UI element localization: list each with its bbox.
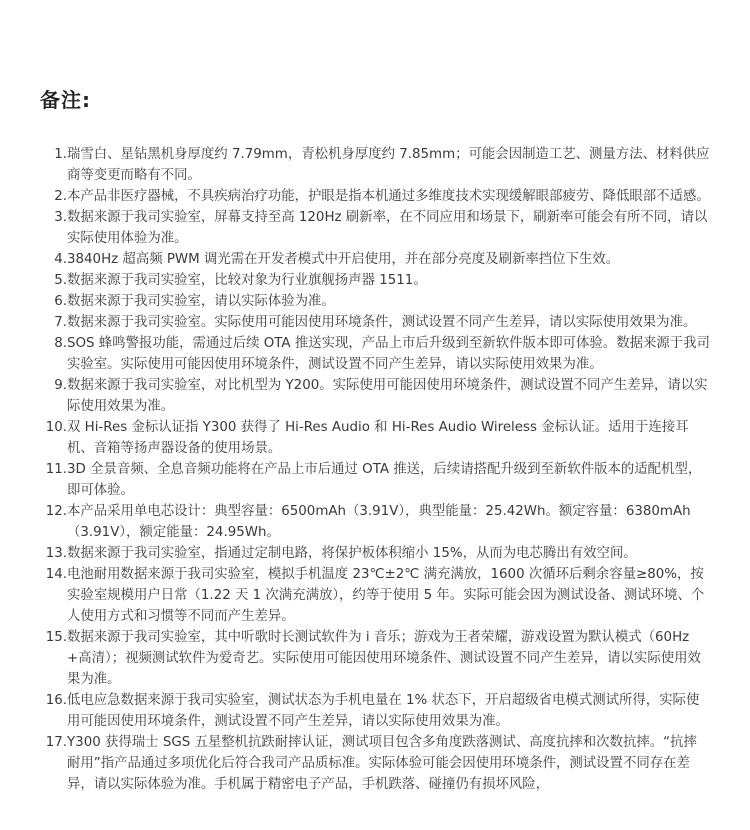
note-item [40,417,710,459]
note-number: 17. [45,735,67,750]
note-item [40,690,710,732]
note-number: 13. [45,546,67,561]
note-text: 数据来源于我司实验室，请以实际体验为准。 [67,294,335,309]
note-item [40,564,710,627]
note-text: 数据来源于我司实验室，对比机型为 Y200。实际使用可能因使用环境条件，测试设置不同产生差异，请以实际使用效果为准。 [67,378,708,414]
note-text: 双 Hi-Res 金标认证指 Y300 获得了 Hi-Res Audio 和 Hi-Res Audio Wireless 金标认证。适用于连接耳机、音箱等扬声器设备的使用场景。 [67,420,689,456]
note-text: 数据来源于我司实验室，指通过定制电路，将保护板体积缩小 15%，从而为电芯腾出有效空间。 [67,546,637,561]
note-text: 本产品采用单电芯设计：典型容量：6500mAh（3.91V），典型能量：25.42Wh。额定容量：6380mAh（3.91V），额定能量：24.95Wh。 [67,504,691,540]
note-number: 14. [45,567,67,582]
note-text: 数据来源于我司实验室，比较对象为行业旗舰扬声器 1511。 [67,273,427,288]
note-item [40,186,710,207]
note-text: 本产品非医疗器械，不具疾病治疗功能，护眼是指本机通过多维度技术实现缓解眼部疲劳、降低眼部不适感。 [67,189,710,204]
note-text: 数据来源于我司实验室。实际使用可能因使用环境条件，测试设置不同产生差异，请以实际使用效果为准。 [67,315,697,330]
note-number: 12. [45,504,67,519]
note-number: 11. [45,462,67,477]
page-title: 备注: [40,88,91,112]
note-text: 数据来源于我司实验室，其中听歌时长测试软件为 i 音乐；游戏为王者荣耀，游戏设置为默认模式（60Hz+高清）；视频测试软件为爱奇艺。实际使用可能因使用环境条件、测试设置不同产生差异，请以实际使用效果为准。 [67,630,701,687]
note-item [40,312,710,333]
note-number: 7. [54,315,67,330]
note-item [40,270,710,291]
note-number: 16. [45,693,67,708]
note-item [40,501,710,543]
note-number: 3. [54,210,67,225]
note-item [40,543,710,564]
note-item [40,144,710,186]
note-item [40,732,710,795]
note-number: 10. [45,420,67,435]
note-text: 3840Hz 超高频 PWM 调光需在开发者模式中开启使用，并在部分亮度及刷新率挡位下生效。 [67,252,620,267]
note-text: 低电应急数据来源于我司实验室，测试状态为手机电量在 1% 状态下，开启超级省电模式测试所得，实际使用可能因使用环境条件，测试设置不同产生差异，请以实际使用效果为准。 [67,693,700,729]
note-text: 3D 全景音频、全息音频功能将在产品上市后通过 OTA 推送，后续请搭配升级到至新软件版本的适配机型，即可体验。 [67,462,702,498]
note-item [40,249,710,270]
note-number: 1. [54,147,67,162]
note-number: 15. [45,630,67,645]
note-item [40,333,710,375]
note-number: 4. [54,252,67,267]
note-text: Y300 获得瑞士 SGS 五星整机抗跌耐摔认证，测试项目包含多角度跌落测试、高度抗摔和次数抗摔。“抗摔耐用”指产品通过多项优化后符合我司产品质标准。实际体验可能会因使用环境条件，测试设置不同存在差异，请以实际体验为准。手机属于精密电子产品，手机跌落、碰撞仍有损坏风险， [67,735,697,792]
note-item [40,207,710,249]
note-text: SOS 蜂鸣警报功能，需通过后续 OTA 推送实现，产品上市后升级到至新软件版本即可体验。数据来源于我司实验室。实际使用可能因使用环境条件，测试设置不同产生差异，请以实际使用效果为准。 [67,336,710,372]
note-item [40,291,710,312]
note-text: 电池耐用数据来源于我司实验室，模拟手机温度 23℃±2℃ 满充满放，1600 次循环后剩余容量≥80%，按实验室规模用户日常（1.22 天 1 次满充满放），约等于使用 5 年。实际可能会因为测试设备、测试环境、个人使用方式和习惯等不同而产生差异。 [67,567,705,624]
note-text: 瑞雪白、星钻黑机身厚度约 7.79mm，青松机身厚度约 7.85mm；可能会因制造工艺、测量方法、材料供应商等变更而略有不同。 [67,147,710,183]
note-number: 8. [54,336,67,351]
note-number: 2. [54,189,67,204]
note-item [40,627,710,690]
notes-list [40,144,710,795]
note-number: 6. [54,294,67,309]
note-text: 数据来源于我司实验室，屏幕支持至高 120Hz 刷新率，在不同应用和场景下，刷新率可能会有所不同，请以实际使用体验为准。 [67,210,708,246]
note-item [40,375,710,417]
note-item [40,459,710,501]
note-number: 5. [54,273,67,288]
note-number: 9. [54,378,67,393]
